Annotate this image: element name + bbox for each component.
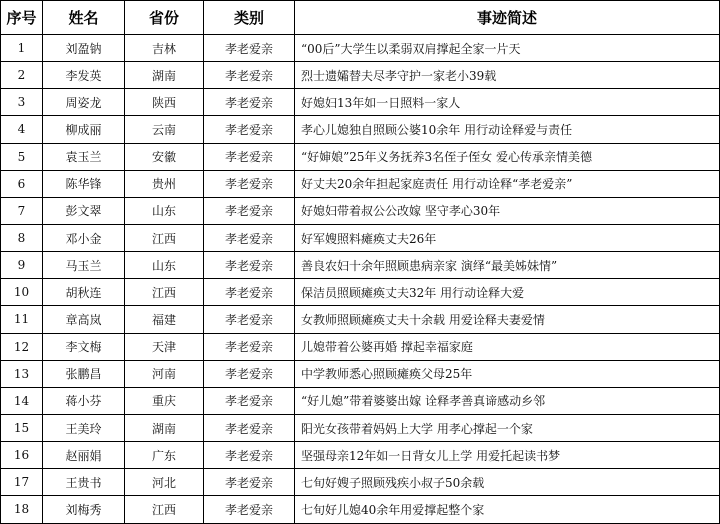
cell-name: 袁玉兰 <box>43 143 125 170</box>
cell-name: 陈华锋 <box>43 170 125 197</box>
header-province: 省份 <box>125 1 204 35</box>
cell-category: 孝老爱亲 <box>204 279 295 306</box>
cell-serial: 14 <box>1 387 43 414</box>
cell-serial: 15 <box>1 414 43 441</box>
cell-province: 河南 <box>125 360 204 387</box>
cell-serial: 11 <box>1 306 43 333</box>
table-row <box>1 252 720 279</box>
cell-name: 周姿龙 <box>43 89 125 116</box>
cell-serial: 3 <box>1 89 43 116</box>
cell-category: 孝老爱亲 <box>204 143 295 170</box>
table-header <box>1 1 720 35</box>
cell-serial: 9 <box>1 252 43 279</box>
table-row <box>1 143 720 170</box>
cell-province: 湖南 <box>125 62 204 89</box>
cell-name: 刘梅秀 <box>43 496 125 523</box>
cell-serial: 12 <box>1 333 43 360</box>
cell-name: 胡秋连 <box>43 279 125 306</box>
cell-serial: 5 <box>1 143 43 170</box>
cell-name: 柳成丽 <box>43 116 125 143</box>
cell-serial: 7 <box>1 197 43 224</box>
cell-deed: 孝心儿媳独自照顾公婆10余年 用行动诠释爱与责任 <box>295 116 720 143</box>
cell-category: 孝老爱亲 <box>204 252 295 279</box>
cell-name: 邓小金 <box>43 224 125 251</box>
cell-name: 王美玲 <box>43 414 125 441</box>
cell-province: 吉林 <box>125 35 204 62</box>
cell-deed: 坚强母亲12年如一日背女儿上学 用爱托起读书梦 <box>295 442 720 469</box>
table-row <box>1 387 720 414</box>
cell-province: 山东 <box>125 252 204 279</box>
table-row <box>1 197 720 224</box>
table-row <box>1 224 720 251</box>
cell-serial: 10 <box>1 279 43 306</box>
table-row <box>1 306 720 333</box>
table-row <box>1 62 720 89</box>
cell-serial: 6 <box>1 170 43 197</box>
cell-deed: 好军嫂照料瘫痪丈夫26年 <box>295 224 720 251</box>
cell-deed: 七旬好嫂子照顾残疾小叔子50余载 <box>295 469 720 496</box>
cell-name: 李发英 <box>43 62 125 89</box>
cell-deed: 儿媳带着公婆再婚 撑起幸福家庭 <box>295 333 720 360</box>
cell-category: 孝老爱亲 <box>204 116 295 143</box>
cell-deed: “好婶娘”25年义务抚养3名侄子侄女 爱心传承亲情美德 <box>295 143 720 170</box>
cell-serial: 8 <box>1 224 43 251</box>
cell-name: 王贵书 <box>43 469 125 496</box>
cell-province: 江西 <box>125 224 204 251</box>
cell-deed: “00后”大学生以柔弱双肩撑起全家一片天 <box>295 35 720 62</box>
cell-category: 孝老爱亲 <box>204 89 295 116</box>
cell-name: 赵丽娟 <box>43 442 125 469</box>
cell-deed: 善良农妇十余年照顾患病亲家 演绎“最美姊妹情” <box>295 252 720 279</box>
cell-serial: 1 <box>1 35 43 62</box>
cell-province: 福建 <box>125 306 204 333</box>
header-serial: 序号 <box>1 1 43 35</box>
cell-category: 孝老爱亲 <box>204 62 295 89</box>
cell-deed: 好媳妇13年如一日照料一家人 <box>295 89 720 116</box>
cell-province: 湖南 <box>125 414 204 441</box>
cell-category: 孝老爱亲 <box>204 360 295 387</box>
cell-province: 贵州 <box>125 170 204 197</box>
cell-deed: 女教师照顾瘫痪丈夫十余载 用爱诠释夫妻爱情 <box>295 306 720 333</box>
cell-deed: 好丈夫20余年担起家庭责任 用行动诠释“孝老爱亲” <box>295 170 720 197</box>
cell-category: 孝老爱亲 <box>204 442 295 469</box>
cell-category: 孝老爱亲 <box>204 387 295 414</box>
cell-province: 广东 <box>125 442 204 469</box>
cell-province: 山东 <box>125 197 204 224</box>
table-row <box>1 414 720 441</box>
cell-serial: 4 <box>1 116 43 143</box>
cell-name: 蒋小芬 <box>43 387 125 414</box>
header-category: 类别 <box>204 1 295 35</box>
table-body <box>1 35 720 524</box>
cell-province: 陕西 <box>125 89 204 116</box>
cell-serial: 2 <box>1 62 43 89</box>
table-row <box>1 496 720 523</box>
cell-name: 彭文翠 <box>43 197 125 224</box>
table-row <box>1 170 720 197</box>
cell-category: 孝老爱亲 <box>204 224 295 251</box>
header-name: 姓名 <box>43 1 125 35</box>
table-row <box>1 279 720 306</box>
cell-deed: 保洁员照顾瘫痪丈夫32年 用行动诠释大爱 <box>295 279 720 306</box>
cell-province: 河北 <box>125 469 204 496</box>
cell-name: 李文梅 <box>43 333 125 360</box>
table-row <box>1 442 720 469</box>
cell-category: 孝老爱亲 <box>204 306 295 333</box>
cell-name: 刘盈钠 <box>43 35 125 62</box>
cell-category: 孝老爱亲 <box>204 197 295 224</box>
cell-name: 马玉兰 <box>43 252 125 279</box>
table-row <box>1 333 720 360</box>
cell-deed: “好儿媳”带着婆婆出嫁 诠释孝善真谛感动乡邻 <box>295 387 720 414</box>
cell-category: 孝老爱亲 <box>204 414 295 441</box>
cell-province: 安徽 <box>125 143 204 170</box>
cell-serial: 13 <box>1 360 43 387</box>
cell-deed: 烈士遗孀替夫尽孝守护一家老小39载 <box>295 62 720 89</box>
cell-serial: 17 <box>1 469 43 496</box>
cell-province: 云南 <box>125 116 204 143</box>
cell-serial: 18 <box>1 496 43 523</box>
table-row <box>1 116 720 143</box>
cell-category: 孝老爱亲 <box>204 496 295 523</box>
cell-province: 天津 <box>125 333 204 360</box>
cell-name: 章高岚 <box>43 306 125 333</box>
table-row <box>1 360 720 387</box>
table-row <box>1 469 720 496</box>
cell-serial: 16 <box>1 442 43 469</box>
cell-deed: 好媳妇带着叔公公改嫁 坚守孝心30年 <box>295 197 720 224</box>
header-deed: 事迹简述 <box>295 1 720 35</box>
cell-province: 重庆 <box>125 387 204 414</box>
table-row <box>1 35 720 62</box>
header-row <box>1 1 720 35</box>
cell-category: 孝老爱亲 <box>204 469 295 496</box>
cell-province: 江西 <box>125 496 204 523</box>
cell-deed: 中学教师悉心照顾瘫痪父母25年 <box>295 360 720 387</box>
cell-category: 孝老爱亲 <box>204 333 295 360</box>
cell-category: 孝老爱亲 <box>204 35 295 62</box>
table-row <box>1 89 720 116</box>
cell-name: 张鹏昌 <box>43 360 125 387</box>
cell-province: 江西 <box>125 279 204 306</box>
cell-deed: 七旬好儿媳40余年用爱撑起整个家 <box>295 496 720 523</box>
cell-category: 孝老爱亲 <box>204 170 295 197</box>
cell-deed: 阳光女孩带着妈妈上大学 用孝心撑起一个家 <box>295 414 720 441</box>
